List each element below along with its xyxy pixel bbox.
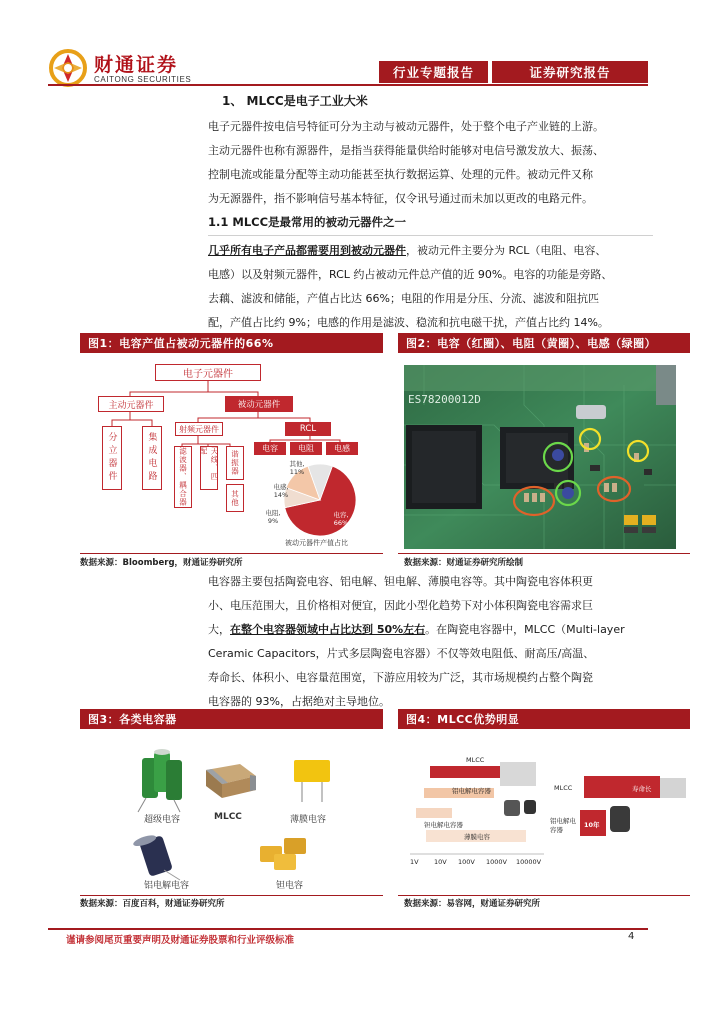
figure-2-source: 数据来源：财通证券研究所绘制 — [404, 558, 524, 568]
pie-label-inductor: 电感, 14% — [273, 483, 289, 499]
emphasis-text: 在整个电容器领域中占比达到 50%左右 — [230, 623, 426, 636]
figure-1-caption: 图1：电容产值占被动元器件的66% — [80, 333, 383, 353]
pie-label-capacitor: 电容, 66% — [333, 511, 349, 527]
node-resistor: 电阻 — [290, 442, 322, 455]
axis-tick-1v: 1V — [410, 858, 419, 866]
node-inductor: 电感 — [326, 442, 358, 455]
axis-tick-1000v: 1000V — [486, 858, 507, 866]
tag-long-life: 寿命长 — [632, 785, 652, 793]
label-mlcc: MLCC — [214, 812, 242, 822]
pie-label-resistor: 电阻, 9% — [265, 509, 281, 525]
pcb-board-image — [404, 365, 676, 549]
paragraph-line: 电感）以及射频元器件，RCL 约占被动元件总产值的近 90%。电容的功能是旁路、 — [208, 268, 613, 281]
right-label-mlcc: MLCC — [554, 784, 573, 792]
figure-2-caption: 图2：电容（红圈）、电阻（黄圈）、电感（绿圈） — [398, 333, 690, 353]
header-divider — [48, 84, 648, 86]
axis-tick-10v: 10V — [434, 858, 447, 866]
paragraph-line — [208, 239, 656, 263]
paragraph-line: 小、电压范围大，且价格相对便宜，因此小型化趋势下对小体积陶瓷电容需求巨 — [208, 599, 593, 612]
pie-label-other: 其他, 11% — [289, 460, 305, 476]
board-silkscreen-text: ES78200012D — [408, 393, 481, 406]
axis-tick-10000v: 10000V — [516, 858, 542, 866]
bar-label-tantalum: 钽电解电容器 — [424, 821, 463, 829]
right-electrolytic-photo — [610, 806, 630, 832]
paragraph-line: 配，产值占比约 9%；电感的作用是滤波、稳流和抗电磁干扰，产值占比约 14%。 — [208, 316, 609, 329]
node-discrete-devices: 分立器件 — [102, 426, 122, 490]
bar-label-film: 薄膜电容 — [464, 833, 490, 841]
section-1-title: 1、 MLCC是电子工业大米 — [222, 94, 368, 108]
label-tantalum: 钽电容 — [276, 881, 304, 891]
paragraph-line: 控制电流或能量分配等主动功能甚至执行数据运算、处理的元件。被动元件又称 — [208, 168, 593, 181]
emphasis-text: 几乎所有电子产品都需要用到被动元器件 — [208, 244, 406, 257]
section-1-1-paragraph — [208, 239, 656, 335]
bar-label-mlcc: MLCC — [466, 756, 485, 764]
bar-tantalum — [416, 808, 452, 818]
paragraph-text: ，被动元件主要分为 RCL（电阻、电容、 — [406, 244, 607, 257]
section-1-1-title: 1.1 MLCC是最常用的被动元器件之一 — [208, 215, 407, 229]
paragraph-text: 。在陶瓷电容器中，MLCC（Multi-layer — [425, 623, 625, 636]
figure-3-source: 数据来源：百度百科，财通证券研究所 — [80, 899, 225, 909]
capacitor-paragraph — [208, 570, 656, 714]
figure-3-source-rule — [80, 895, 383, 896]
node-resonator: 谐振器 — [226, 446, 244, 480]
footer-divider — [48, 928, 648, 930]
paragraph-line: 电子元器件按电信号特征可分为主动与被动元器件，处于整个电子产业链的上游。 — [208, 120, 604, 133]
figure-1-diagram — [80, 356, 383, 548]
node-integrated-circuits: 集成电路 — [142, 426, 162, 490]
node-rcl: RCL — [285, 422, 331, 436]
aluminum-electrolytic-image — [132, 833, 180, 880]
mlcc-photo — [500, 762, 536, 786]
pie-caption: 被动元器件产值占比 — [285, 539, 348, 547]
bar-label-aluminum: 铝电解电容器 — [452, 787, 491, 795]
footer-disclaimer: 谨请参阅尾页重要声明及财通证券股票和行业评级标准 — [66, 935, 295, 946]
label-film-capacitor: 薄膜电容 — [290, 815, 327, 825]
section-divider — [208, 235, 653, 236]
paragraph-line: 主动元器件也称有源器件，是指当获得能量供给时能够对电信号激发放大、振荡、 — [208, 144, 604, 157]
header-tab-research: 证券研究报告 — [492, 61, 648, 83]
caitong-logo-icon — [48, 48, 88, 88]
page-number: 4 — [628, 931, 635, 942]
node-passive-components: 被动元器件 — [225, 396, 293, 412]
figure-4-source-rule — [398, 895, 690, 896]
figure-4-comparison — [404, 740, 692, 890]
node-antenna-matching: 天线、匹配 — [200, 446, 218, 490]
figure-2-pcb-photo — [404, 365, 676, 549]
paragraph-line — [208, 618, 656, 642]
tag-10-years: 10年 — [584, 821, 600, 829]
node-filter-coupler: 滤波器、耦合器 — [174, 446, 192, 508]
figure-2-source-rule — [398, 553, 690, 554]
figure-3-capacitor-images — [80, 730, 383, 894]
node-other: 其他 — [226, 484, 244, 512]
label-supercapacitor: 超级电容 — [144, 815, 181, 825]
mlcc-image — [206, 764, 256, 798]
node-capacitor: 电容 — [254, 442, 286, 455]
node-active-components: 主动元器件 — [98, 396, 164, 412]
figure-1-source: 数据来源：Bloomberg，财通证券研究所 — [80, 558, 243, 568]
company-name-en: CAITONG SECURITIES — [94, 75, 192, 84]
node-rf-components: 射频元器件 — [175, 422, 223, 436]
tantalum-capacitor-image — [260, 838, 306, 870]
supercapacitor-image — [138, 749, 182, 812]
paragraph-line: 去藕、滤波和储能，产值占比达 66%；电阻的作用是分压、分流、滤波和阻抗匹 — [208, 292, 599, 305]
paragraph-text: 大， — [208, 623, 230, 636]
right-label-electrolytic: 铝电解电容器 — [550, 817, 576, 834]
paragraph-line: 电容器主要包括陶瓷电容、铝电解、钽电解、薄膜电容等。其中陶瓷电容体积更 — [208, 575, 593, 588]
figure-1-source-rule — [80, 553, 383, 554]
figure-4-source: 数据来源：易容网，财通证券研究所 — [404, 899, 541, 909]
paragraph-line: 为无源器件，指不影响信号基本特征，仅令讯号通过而未加以更改的电路元件。 — [208, 192, 593, 205]
figure-3-caption: 图3：各类电容器 — [80, 709, 383, 729]
company-name-cn: 财通证券 — [94, 54, 179, 76]
node-electronic-components: 电子元器件 — [155, 364, 261, 381]
paragraph-line: 电容器的 93%，占据绝对主导地位。 — [208, 695, 390, 708]
figure-4-caption: 图4：MLCC优势明显 — [398, 709, 690, 729]
header-tab-industry: 行业专题报告 — [379, 61, 488, 83]
paragraph-line: Ceramic Capacitors，片式多层陶瓷电容器）不仅等效电阻低、耐高压/高温、 — [208, 647, 595, 660]
label-aluminum-electrolytic: 铝电解电容 — [144, 881, 190, 891]
axis-tick-100v: 100V — [458, 858, 475, 866]
electrolytic-photo — [504, 800, 520, 816]
right-mlcc-photo — [660, 778, 686, 798]
voltage-range-chart — [404, 740, 692, 870]
film-capacitor-image — [294, 760, 330, 802]
paragraph-line: 寿命长、体积小、电容量范围宽，下游应用较为广泛，其市场规模约占整个陶瓷 — [208, 671, 593, 684]
section-1-paragraph — [208, 115, 653, 211]
